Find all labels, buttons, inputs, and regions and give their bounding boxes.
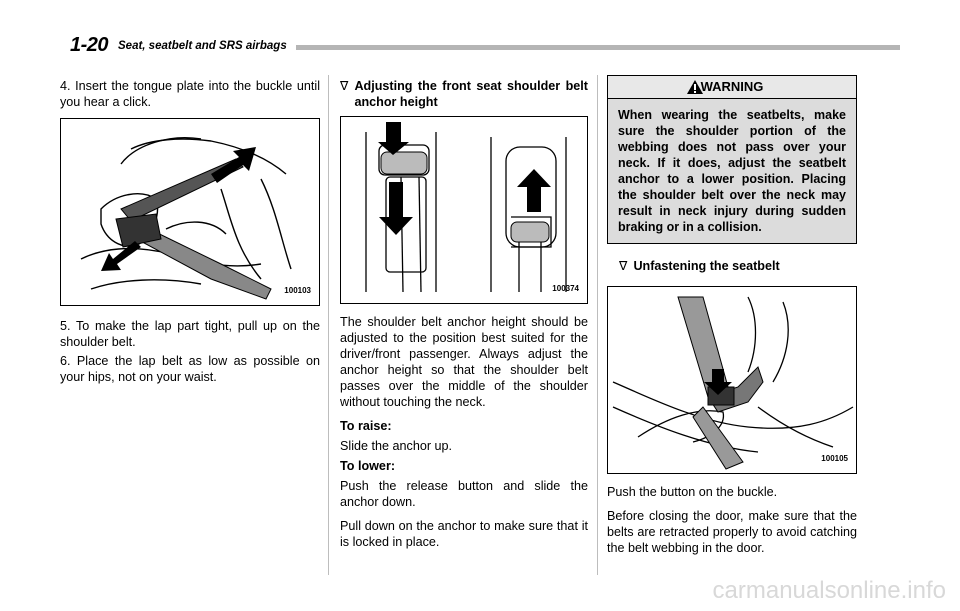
column-1 bbox=[60, 78, 320, 385]
figure-unfasten bbox=[607, 286, 857, 474]
warning-title-bar bbox=[608, 76, 856, 99]
unfasten-text-1: Push the button on the buckle. bbox=[607, 485, 778, 499]
column-3 bbox=[607, 75, 857, 556]
figure-anchor-adjust bbox=[340, 116, 588, 304]
page-header bbox=[70, 34, 830, 56]
anchor-illustration bbox=[341, 117, 588, 303]
anchor-height-heading bbox=[340, 78, 588, 110]
warning-triangle-icon bbox=[686, 79, 704, 95]
figure-code: 100105 bbox=[821, 454, 848, 463]
lower-text: Push the release button and slide the anchor down. bbox=[340, 479, 588, 509]
step-6: 6. Place the lap belt as low as possible on your hips, not on your waist. bbox=[60, 354, 320, 384]
watermark: carmanualsonline.info bbox=[712, 577, 946, 604]
section-title: Seat, seatbelt and SRS airbags bbox=[118, 40, 287, 52]
buckle-illustration bbox=[61, 119, 320, 305]
step-4: 4. Insert the tongue plate into the buckle until you hear a click. bbox=[60, 79, 320, 109]
lower-label: To lower: bbox=[340, 459, 396, 473]
figure-code: 100374 bbox=[552, 284, 579, 293]
raise-text: Slide the anchor up. bbox=[340, 439, 453, 453]
column-divider bbox=[597, 75, 598, 575]
unfasten-heading bbox=[607, 258, 857, 274]
triangle-marker-icon: ∇ bbox=[340, 79, 349, 93]
warning-box bbox=[607, 75, 857, 244]
unfasten-illustration bbox=[608, 287, 857, 473]
step-5: 5. To make the lap part tight, pull up on the shoulder belt. bbox=[60, 319, 320, 349]
column-2 bbox=[340, 78, 588, 550]
warning-body: When wearing the seatbelts, make sure the shoulder portion of the webbing does not pass over your neck. If it does, adjust the seatbelt anchor to a lower position. Placing the shoulder belt over the neck may result in neck injury during sudden braking or in a collision. bbox=[618, 108, 846, 234]
figure-buckle-insert bbox=[60, 118, 320, 306]
triangle-marker-icon: ∇ bbox=[619, 259, 628, 273]
header-rule bbox=[296, 45, 900, 50]
page-number: 1-20 bbox=[70, 34, 109, 56]
anchor-height-body: The shoulder belt anchor height should be adjusted to the position best suited for the driver/front passenger. Always adjust the anchor height so that the shoulder belt passes over the middle of the shoulder without touching the neck. bbox=[340, 315, 588, 409]
heading-text: Unfastening the seatbelt bbox=[633, 259, 780, 273]
pull-text: Pull down on the anchor to make sure that it is locked in place. bbox=[340, 519, 588, 549]
column-divider bbox=[328, 75, 329, 575]
figure-code: 100103 bbox=[284, 286, 311, 295]
warning-title: WARNING bbox=[700, 79, 764, 94]
raise-label: To raise: bbox=[340, 419, 392, 433]
heading-text: Adjusting the front seat shoulder belt anchor height bbox=[354, 79, 588, 109]
unfasten-text-2: Before closing the door, make sure that the belts are retracted properly to avoid catching the belt webbing in the door. bbox=[607, 509, 857, 555]
